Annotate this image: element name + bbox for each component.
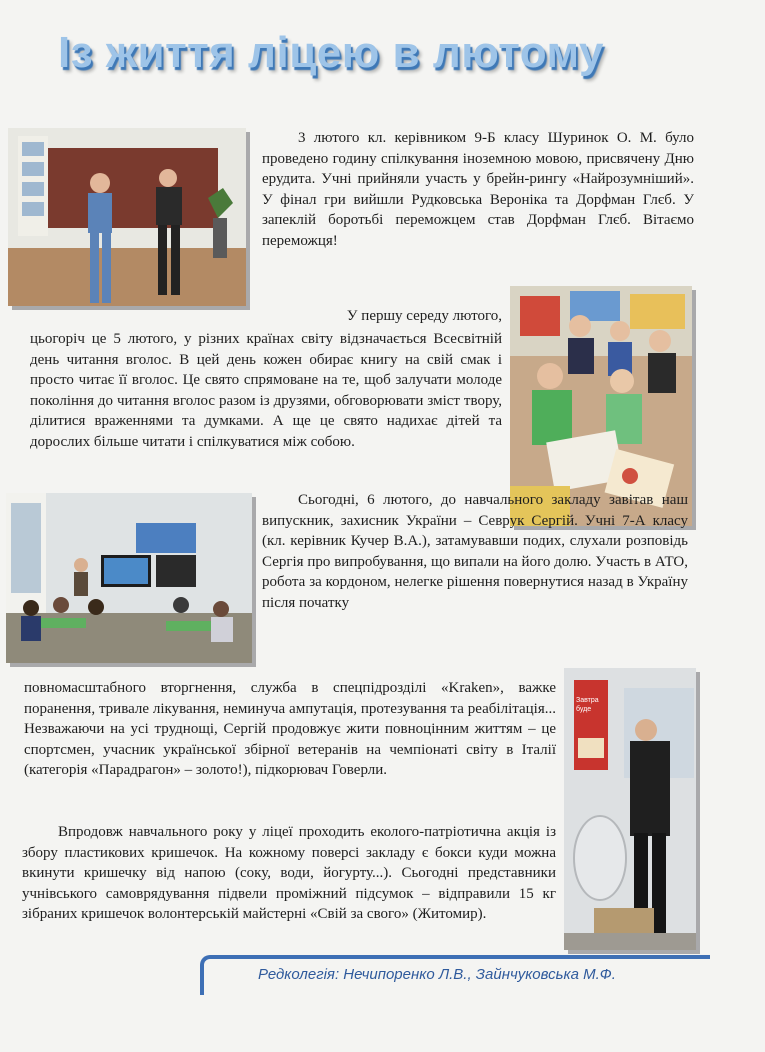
paragraph-reading-intro: У першу середу лютого, — [346, 308, 502, 324]
photo-guest-visit — [6, 493, 252, 663]
paragraph-guest-visit: Сьогодні, 6 лютого, до навчального закладу завітав наш випускник, захисник України – Севрук Сергій. Учні 7-А класу (кл. керівник Кучер В.А.), затамувавши подих, слухали розповідь Сергія про випробування, що випали на його долю. Участь в АТО, робота за кордоном, нелегке рішення повернутися назад в Україну після початку — [262, 492, 688, 611]
photo-caps-collection — [564, 668, 696, 950]
photo-brain-ring — [8, 128, 246, 306]
photo-sign-text: Завтра буде — [576, 697, 599, 713]
paragraph-veteran: повномасштабного вторгнення, служба в спецпідрозділі «Kraken», важке поранення, тривале лікування, неминуча ампутація, протезування та реабілітація... Незважаючи на усі труднощі, Сергій продовжує жити повноцінним життям – це спортсмен, учасник української збірної ветеранів на чемпіонаті світу в Італії (категорія «Парадрагон» – золото!), підкорювач Говерли. — [24, 680, 556, 778]
page-title: Із життя ліцею в лютому — [58, 28, 604, 77]
paragraph-caps: Впродовж навчального року у ліцеї проходить еколого-патріотична акція із збору пластикових кришечок. На кожному поверсі закладу є бокси куди можна вкинути кришечку від напою (соку, води, йогурту...). Сьогодні представники учнівського самоврядування підвели проміжний підсумок – відправили 15 кг зібраних кришечок волонтерській майстерні «Свій за свого» (Житомир). — [22, 824, 556, 922]
paragraph-brain-ring: 3 лютого кл. керівником 9-Б класу Шуринок О. М. було проведено годину спілкування іноземною мовою, присвячену Дню ерудита. Учні прийняли участь у брейн-рингу «Найрозумніший». У фінал гри вийшли Рудковська Вероніка та Дорфман Глєб. У запеклій боротьбі переможцем став Дорфман Глєб. Вітаємо переможця! — [262, 130, 694, 249]
paragraph-reading: цьогоріч це 5 лютого, у різних країнах світу відзначається Всесвітній день читання вголос. В цей день кожен обирає книгу на свій смак і просто читає її вголос. Це свято спрямоване на те, щоб залучати молоде покоління до читання вголос разом із друзями, обговорювати зміст твору, ділитися враженнями та думками. А ще це свято надихає дітей та дорослих більше читати і спілкуватися між собою. — [30, 331, 502, 450]
editorial-board: Редколегія: Нечипоренко Л.В., Зайнчуковська М.Ф. — [258, 966, 616, 983]
